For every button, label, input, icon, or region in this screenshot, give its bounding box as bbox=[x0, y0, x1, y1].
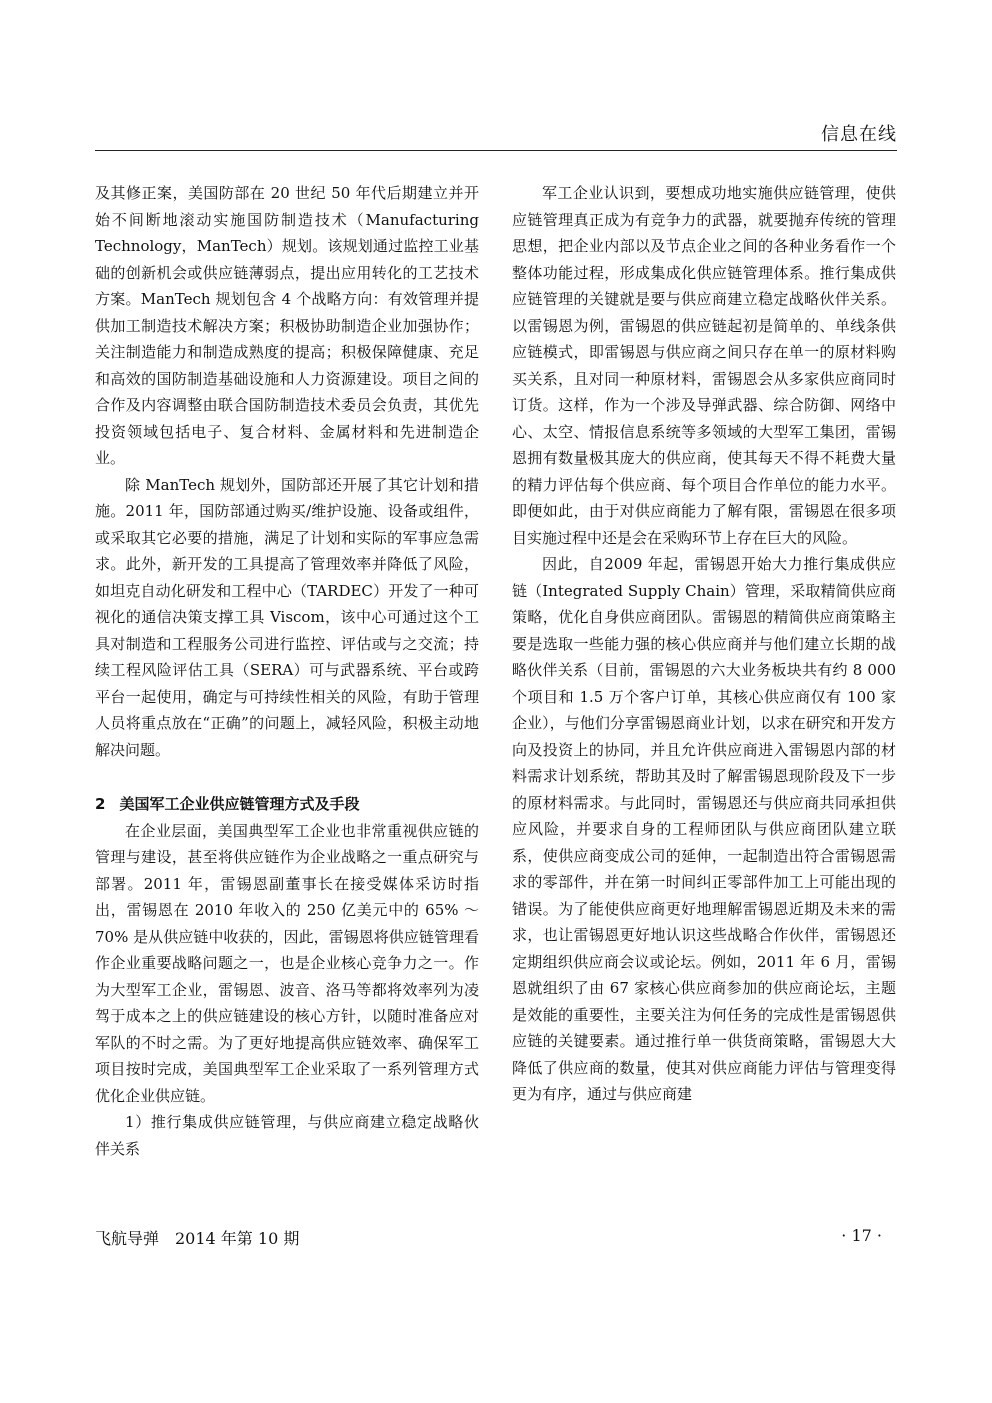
section-heading-number: 2 bbox=[95, 795, 106, 813]
left-paragraph-4: 1）推行集成供应链管理，与供应商建立稳定战略伙伴关系 bbox=[95, 1113, 479, 1158]
right-column bbox=[512, 180, 896, 1108]
left-paragraph-3: 在企业层面，美国典型军工企业也非常重视供应链的管理与建设，甚至将供应链作为企业战略之一重点研究与部署。2011 年，雷锡恩副董事长在接受媒体采访时指出，雷锡恩在 2010 年收入的 250 亿美元中的 65% ～70% 是从供应链中收获的，因此，雷锡恩将供应链管理看作企业重要战略问题之一，也是企业核心竞争力之一。作为大型军工企业，雷锡恩、波音、洛马等都将效率列为凌驾于成本之上的供应链建设的核心方针，以随时准备应对军队的不时之需。为了更好地提高供应链效率、确保军工项目按时完成，美国典型军工企业采取了一系列管理方式优化企业供应链。 bbox=[95, 821, 479, 1105]
journal-footer: 飞航导弹 2014 年第 10 期 bbox=[95, 1229, 300, 1248]
right-paragraph-1: 军工企业认识到，要想成功地实施供应链管理，使供应链管理真正成为有竞争力的武器，就要抛弃传统的管理思想，把企业内部以及节点企业之间的各种业务看作一个整体功能过程，形成集成化供应链管理体系。推行集成供应链管理的关键就是要与供应商建立稳定战略伙伴关系。以雷锡恩为例，雷锡恩的供应链起初是简单的、单线条供应链模式，即雷锡恩与供应商之间只存在单一的原材料购买关系，且对同一种原材料，雷锡恩会从多家供应商同时订货。这样，作为一个涉及导弹武器、综合防御、网络中心、太空、情报信息系统等多领域的大型军工集团，雷锡恩拥有数量极其庞大的供应商，使其每天不得不耗费大量的精力评估每个供应商、每个项目合作单位的能力水平。即便如此，由于对供应商能力了解有限，雷锡恩在很多项目实施过程中还是会在采购环节上存在巨大的风险。 bbox=[512, 184, 896, 547]
right-paragraph-2: 因此，自2009 年起，雷锡恩开始大力推行集成供应链（Integrated Supply Chain）管理，采取精简供应商策略，优化自身供应商团队。雷锡恩的精简供应商策略主要是选取一些能力强的核心供应商并与他们建立长期的战略伙伴关系（目前，雷锡恩的六大业务板块共有约 8 000 个项目和 1.5 万个客户订单，其核心供应商仅有 100 家企业），与他们分享雷锡恩商业计划，以求在研究和开发方向及投资上的协同，并且允许供应商进入雷锡恩内部的材料需求计划系统，帮助其及时了解雷锡恩现阶段及下一步的原材料需求。与此同时，雷锡恩还与供应商共同承担供应风险，并要求自身的工程师团队与供应商团队建立联系，使供应商变成公司的延伸，一起制造出符合雷锡恩需求的零部件，并在第一时间纠正零部件加工上可能出现的错误。为了能使供应商更好地理解雷锡恩近期及未来的需求，也让雷锡恩更好地认识这些战略合作伙伴，雷锡恩还定期组织供应商会议或论坛。例如，2011 年 6 月，雷锡恩就组织了由 67 家核心供应商参加的供应商论坛，主题是效能的重要性，主要关注为何任务的完成性是雷锡恩供应链的关键要素。通过推行单一供货商策略，雷锡恩大大降低了供应商的数量，使其对供应商能力评估与管理变得更为有序，通过与供应商建 bbox=[512, 555, 896, 1103]
left-paragraph-2: 除 ManTech 规划外，国防部还开展了其它计划和措施。2011 年，国防部通过购买/维护设施、设备或组件，或采取其它必要的措施，满足了计划和实际的军事应急需求。此外，新开发的工具提高了管理效率并降低了风险，如坦克自动化研发和工程中心（TARDEC）开发了一种可视化的通信决策支撑工具 Viscom，该中心可通过这个工具对制造和工程服务公司进行监控、评估或与之交流；持续工程风险评估工具（SERA）可与武器系统、平台或跨平台一起使用，确定与可持续性相关的风险，有助于管理人员将重点放在“正确”的问题上，减轻风险，积极主动地解决问题。 bbox=[95, 475, 479, 759]
page-number: · 17 · bbox=[841, 1226, 882, 1245]
section-heading bbox=[95, 791, 479, 818]
section-heading-text: 美国军工企业供应链管理方式及手段 bbox=[119, 795, 360, 813]
header-divider bbox=[95, 150, 897, 151]
left-paragraph-1: 及其修正案，美国防部在 20 世纪 50 年代后期建立并开始不间断地滚动实施国防制造技术（Manufacturing Technology，ManTech）规划。该规划通过监控工业基础的创新机会或供应链薄弱点，提出应用转化的工艺技术方案。ManTech 规划包含 4 个战略方向：有效管理并提供加工制造技术解决方案；积极协助制造企业加强协作；关注制造能力和制造成熟度的提高；积极保障健康、充足和高效的国防制造基础设施和人力资源建设。项目之间的合作及内容调整由联合国防制造技术委员会负责，其优先投资领域包括电子、复合材料、金属材料和先进制造企业。 bbox=[95, 184, 479, 467]
left-column bbox=[95, 180, 479, 1162]
section-title: 信息在线 bbox=[821, 124, 897, 145]
